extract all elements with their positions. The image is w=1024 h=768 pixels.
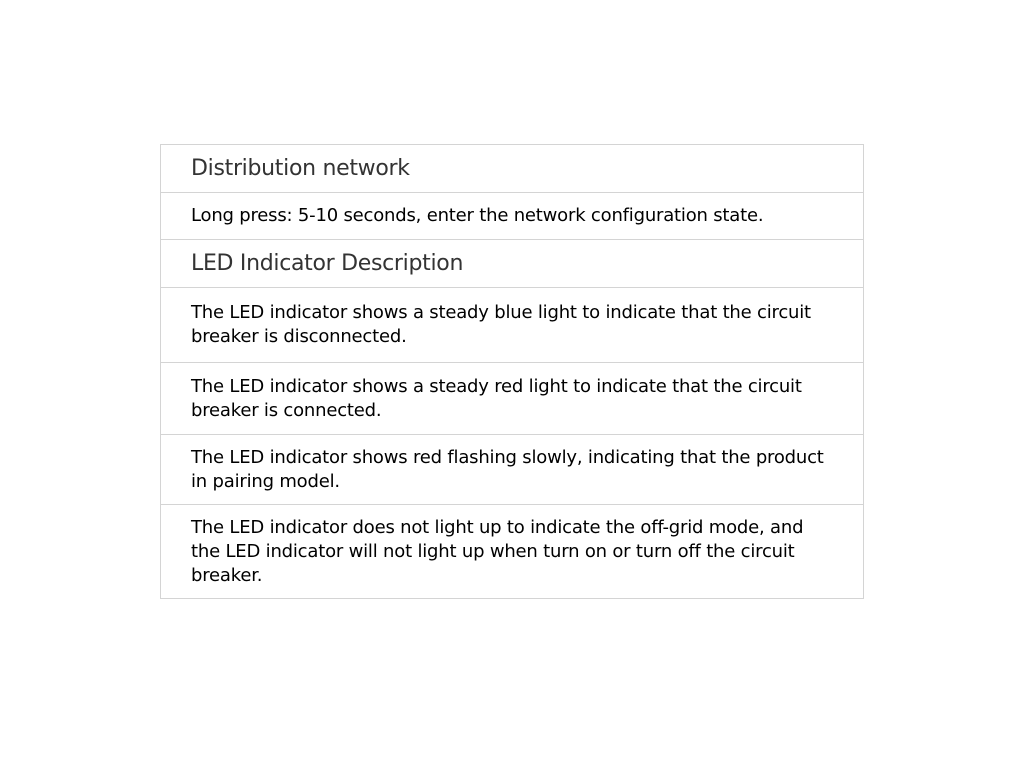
row-text: Long press: 5-10 seconds, enter the network configuration state. bbox=[191, 205, 764, 226]
instruction-table bbox=[160, 144, 864, 599]
row-text: The LED indicator does not light up to indicate the off-grid mode, and the LED indicator will not light up when turn on or turn off the circuit breaker. bbox=[191, 516, 804, 586]
section-heading-led-indicator bbox=[161, 240, 863, 288]
section-heading-text: LED Indicator Description bbox=[191, 251, 464, 276]
row-text: The LED indicator shows a steady blue light to indicate that the circuit breaker is disconnected. bbox=[191, 302, 811, 347]
row-text: The LED indicator shows red flashing slowly, indicating that the product in pairing model. bbox=[191, 446, 824, 492]
table-row bbox=[161, 193, 863, 240]
table-row bbox=[161, 288, 863, 363]
section-heading-text: Distribution network bbox=[191, 156, 410, 181]
table-row bbox=[161, 363, 863, 435]
table-row bbox=[161, 435, 863, 505]
section-heading-distribution-network bbox=[161, 145, 863, 193]
row-text: The LED indicator shows a steady red light to indicate that the circuit breaker is connected. bbox=[191, 375, 802, 421]
table-row bbox=[161, 505, 863, 598]
